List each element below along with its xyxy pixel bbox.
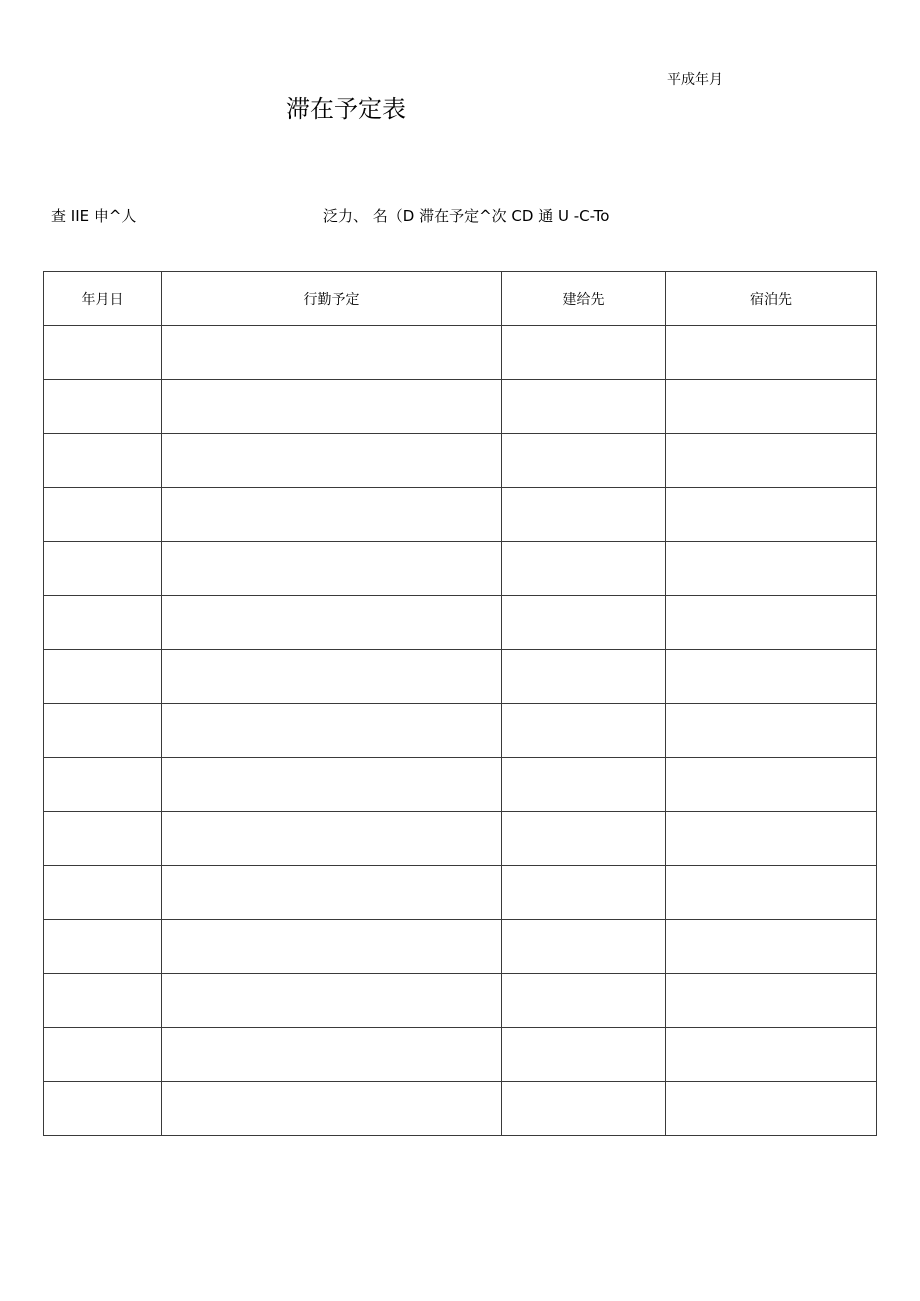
contact-cell[interactable]: [502, 650, 666, 704]
contact-cell[interactable]: [502, 326, 666, 380]
table-row: [44, 866, 877, 920]
schedule-table: [43, 271, 877, 1136]
table-row: [44, 1082, 877, 1136]
table-row: [44, 812, 877, 866]
contact-cell[interactable]: [502, 1028, 666, 1082]
table-row: [44, 326, 877, 380]
table-row: [44, 650, 877, 704]
date-cell[interactable]: [44, 488, 162, 542]
date-cell[interactable]: [44, 758, 162, 812]
lodging-cell[interactable]: [666, 326, 877, 380]
contact-cell[interactable]: [502, 434, 666, 488]
contact-cell[interactable]: [502, 542, 666, 596]
contact-cell[interactable]: [502, 812, 666, 866]
date-cell[interactable]: [44, 326, 162, 380]
contact-cell[interactable]: [502, 1082, 666, 1136]
page-title: 滞在予定表: [286, 95, 406, 123]
date-cell[interactable]: [44, 1028, 162, 1082]
contact-cell[interactable]: [502, 758, 666, 812]
lodging-cell[interactable]: [666, 1082, 877, 1136]
table-row: [44, 596, 877, 650]
table-body: [44, 326, 877, 1136]
activity-cell[interactable]: [162, 704, 502, 758]
date-cell[interactable]: [44, 704, 162, 758]
contact-cell[interactable]: [502, 704, 666, 758]
date-cell[interactable]: [44, 866, 162, 920]
date-cell[interactable]: [44, 650, 162, 704]
lodging-cell[interactable]: [666, 380, 877, 434]
date-cell[interactable]: [44, 920, 162, 974]
column-header-activity: 行勤予定: [162, 272, 502, 326]
lodging-cell[interactable]: [666, 758, 877, 812]
table-row: [44, 974, 877, 1028]
table-row: [44, 758, 877, 812]
lodging-cell[interactable]: [666, 812, 877, 866]
contact-cell[interactable]: [502, 866, 666, 920]
notice-text: 泛力、 名（D 滞在予定^次 CD 通 U -C-To: [323, 207, 610, 225]
contact-cell[interactable]: [502, 380, 666, 434]
column-header-contact: 建给先: [502, 272, 666, 326]
lodging-cell[interactable]: [666, 1028, 877, 1082]
lodging-cell[interactable]: [666, 488, 877, 542]
table-row: [44, 704, 877, 758]
activity-cell[interactable]: [162, 326, 502, 380]
table-row: [44, 488, 877, 542]
table-row: [44, 542, 877, 596]
column-header-lodging: 宿泊先: [666, 272, 877, 326]
applicant-label: 查 IIE 申^人: [51, 207, 137, 225]
contact-cell[interactable]: [502, 488, 666, 542]
activity-cell[interactable]: [162, 758, 502, 812]
date-cell[interactable]: [44, 974, 162, 1028]
activity-cell[interactable]: [162, 434, 502, 488]
header-row: [44, 272, 877, 326]
lodging-cell[interactable]: [666, 866, 877, 920]
activity-cell[interactable]: [162, 866, 502, 920]
activity-cell[interactable]: [162, 380, 502, 434]
date-label: 平成年月: [667, 72, 723, 88]
date-cell[interactable]: [44, 596, 162, 650]
activity-cell[interactable]: [162, 488, 502, 542]
date-cell[interactable]: [44, 380, 162, 434]
date-cell[interactable]: [44, 542, 162, 596]
activity-cell[interactable]: [162, 650, 502, 704]
lodging-cell[interactable]: [666, 920, 877, 974]
date-cell[interactable]: [44, 434, 162, 488]
table-row: [44, 920, 877, 974]
activity-cell[interactable]: [162, 974, 502, 1028]
activity-cell[interactable]: [162, 1028, 502, 1082]
lodging-cell[interactable]: [666, 542, 877, 596]
lodging-cell[interactable]: [666, 434, 877, 488]
table-row: [44, 434, 877, 488]
activity-cell[interactable]: [162, 596, 502, 650]
lodging-cell[interactable]: [666, 704, 877, 758]
contact-cell[interactable]: [502, 596, 666, 650]
activity-cell[interactable]: [162, 1082, 502, 1136]
activity-cell[interactable]: [162, 920, 502, 974]
activity-cell[interactable]: [162, 812, 502, 866]
lodging-cell[interactable]: [666, 974, 877, 1028]
table-row: [44, 1028, 877, 1082]
column-header-date: 年月日: [44, 272, 162, 326]
contact-cell[interactable]: [502, 974, 666, 1028]
lodging-cell[interactable]: [666, 596, 877, 650]
contact-cell[interactable]: [502, 920, 666, 974]
date-cell[interactable]: [44, 1082, 162, 1136]
table-row: [44, 380, 877, 434]
lodging-cell[interactable]: [666, 650, 877, 704]
activity-cell[interactable]: [162, 542, 502, 596]
date-cell[interactable]: [44, 812, 162, 866]
